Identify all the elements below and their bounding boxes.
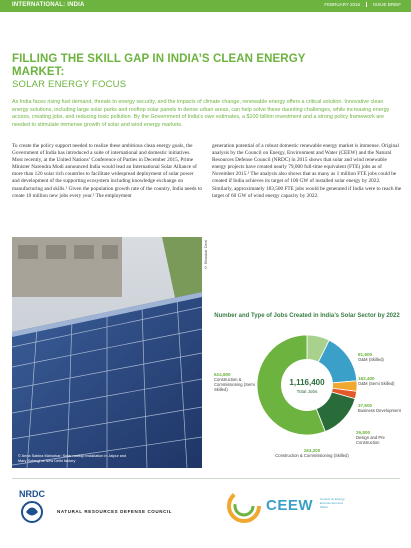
chart-value-3: 26,800 xyxy=(356,430,371,435)
chart-name-3: Design and Pre Construction xyxy=(356,435,385,445)
chart-center-value: 1,116,400 xyxy=(289,378,325,387)
chart-name-2: Business Development xyxy=(358,408,401,413)
chart-value-5: 624,800 xyxy=(214,372,231,377)
solar-panels-image xyxy=(12,237,202,468)
chart-value-2: 37,600 xyxy=(358,403,373,408)
chart-title: Number and Type of Jobs Created in India’s Solar Sector by 2022 xyxy=(214,313,400,319)
solar-panels-photo xyxy=(12,237,202,468)
section-label: INTERNATIONAL: INDIA xyxy=(12,2,85,8)
chart-label-0 xyxy=(358,352,404,362)
nrdc-logo xyxy=(12,485,52,525)
header-bar xyxy=(0,0,411,12)
issue-label: ISSUE BRIEF xyxy=(366,2,401,7)
ceew-wordmark: CEEW xyxy=(266,497,313,514)
chart-label-3 xyxy=(356,430,402,445)
chart-label-2 xyxy=(358,403,404,413)
chart-name-5: Construction & Commissioning (Semi Skilled) xyxy=(214,377,255,392)
header-meta xyxy=(324,2,401,7)
photo-credit: © Bhaskar Deol xyxy=(203,240,208,271)
chart-value-1: 182,400 xyxy=(358,376,375,381)
chart-label-1 xyxy=(358,376,404,386)
chart-name-0: O&M (Skilled) xyxy=(358,357,384,362)
ceew-logo-mark xyxy=(226,488,262,524)
chart-label-5 xyxy=(214,372,264,392)
svg-text:NRDC: NRDC xyxy=(19,489,45,499)
chart-label-4 xyxy=(272,448,352,458)
page-title: FILLING THE SKILL GAP IN INDIA’S CLEAN ENERGY MARKET: xyxy=(12,53,306,78)
chart-value-4: 163,200 xyxy=(303,448,321,453)
chart-center-label: Total Jobs xyxy=(296,389,318,394)
ceew-fullname: Council on Energy, Environment and Water xyxy=(320,497,346,509)
body-right-column: generation potential of a robust domestic renewable energy market is immense. Original analysis by the Council on Energy, Environment and Water (CEEW) and the Natural Resources Defense Council (NRDC) in 2015 shows that solar and wind renewable energy projects have created nearly 79,000 full-time equivalent (FTE) jobs as of November 2015.³ The analysis also shows that as many as 1 million FTE jobs could be created if India achieves its target of 100 GW of installed solar energy by 2022. Similarly, approximately 183,500 FTE jobs would be generated if India were to reach the target of 60 GW of wind energy capacity by 2022. xyxy=(212,143,402,199)
body-left-column: To create the policy support needed to realize these ambitious clean energy goals, the Government of India has introduced a suite of international and domestic initiatives. Most recently, at the United Nations’ Conference of Parties in December 2015, Prime Minister Narendra Modi announced India would lead an International Solar Alliance of more than 120 solar rich countries to facilitate widespread deployment of solar power and development of the supporting ecosystem including knowledge exchange on manufacturing and skills.¹ Given the population growth rate of the country, India needs to create 10 million new jobs every year.² The employment xyxy=(12,143,202,199)
chart-name-1: O&M (Semi Skilled) xyxy=(358,381,395,386)
footer-divider xyxy=(12,478,400,479)
chart-value-0: 81,900 xyxy=(358,352,373,357)
page-subtitle: SOLAR ENERGY FOCUS xyxy=(12,79,127,90)
date-label: FEBRUARY 2016 xyxy=(324,2,360,7)
intro-paragraph: As India faces rising fuel demand, threats to energy security, and the impacts of climate change, renewable energy offers a critical solution. Innovative clean energy solutions, including large solar parks and rooftop solar panels in dense urban areas, can help solve these daunting challenges, while increasing energy access, creating jobs, and reducing toxic pollution. By the Government of India’s own estimates, a $100 billion investment and a strong policy framework are needed to stimulate immense growth of solar and wind energy markets. xyxy=(12,99,390,128)
nrdc-name: NATURAL RESOURCES DEFENSE COUNCIL xyxy=(57,509,173,514)
chart-name-4: Construction & Commissioning (Skilled) xyxy=(275,453,349,458)
photo-caption: © Anna Sabina Mahurkar; Solar rooftop installation in Jaipur and Mary Sofangi at New Delhi factory xyxy=(18,454,127,464)
